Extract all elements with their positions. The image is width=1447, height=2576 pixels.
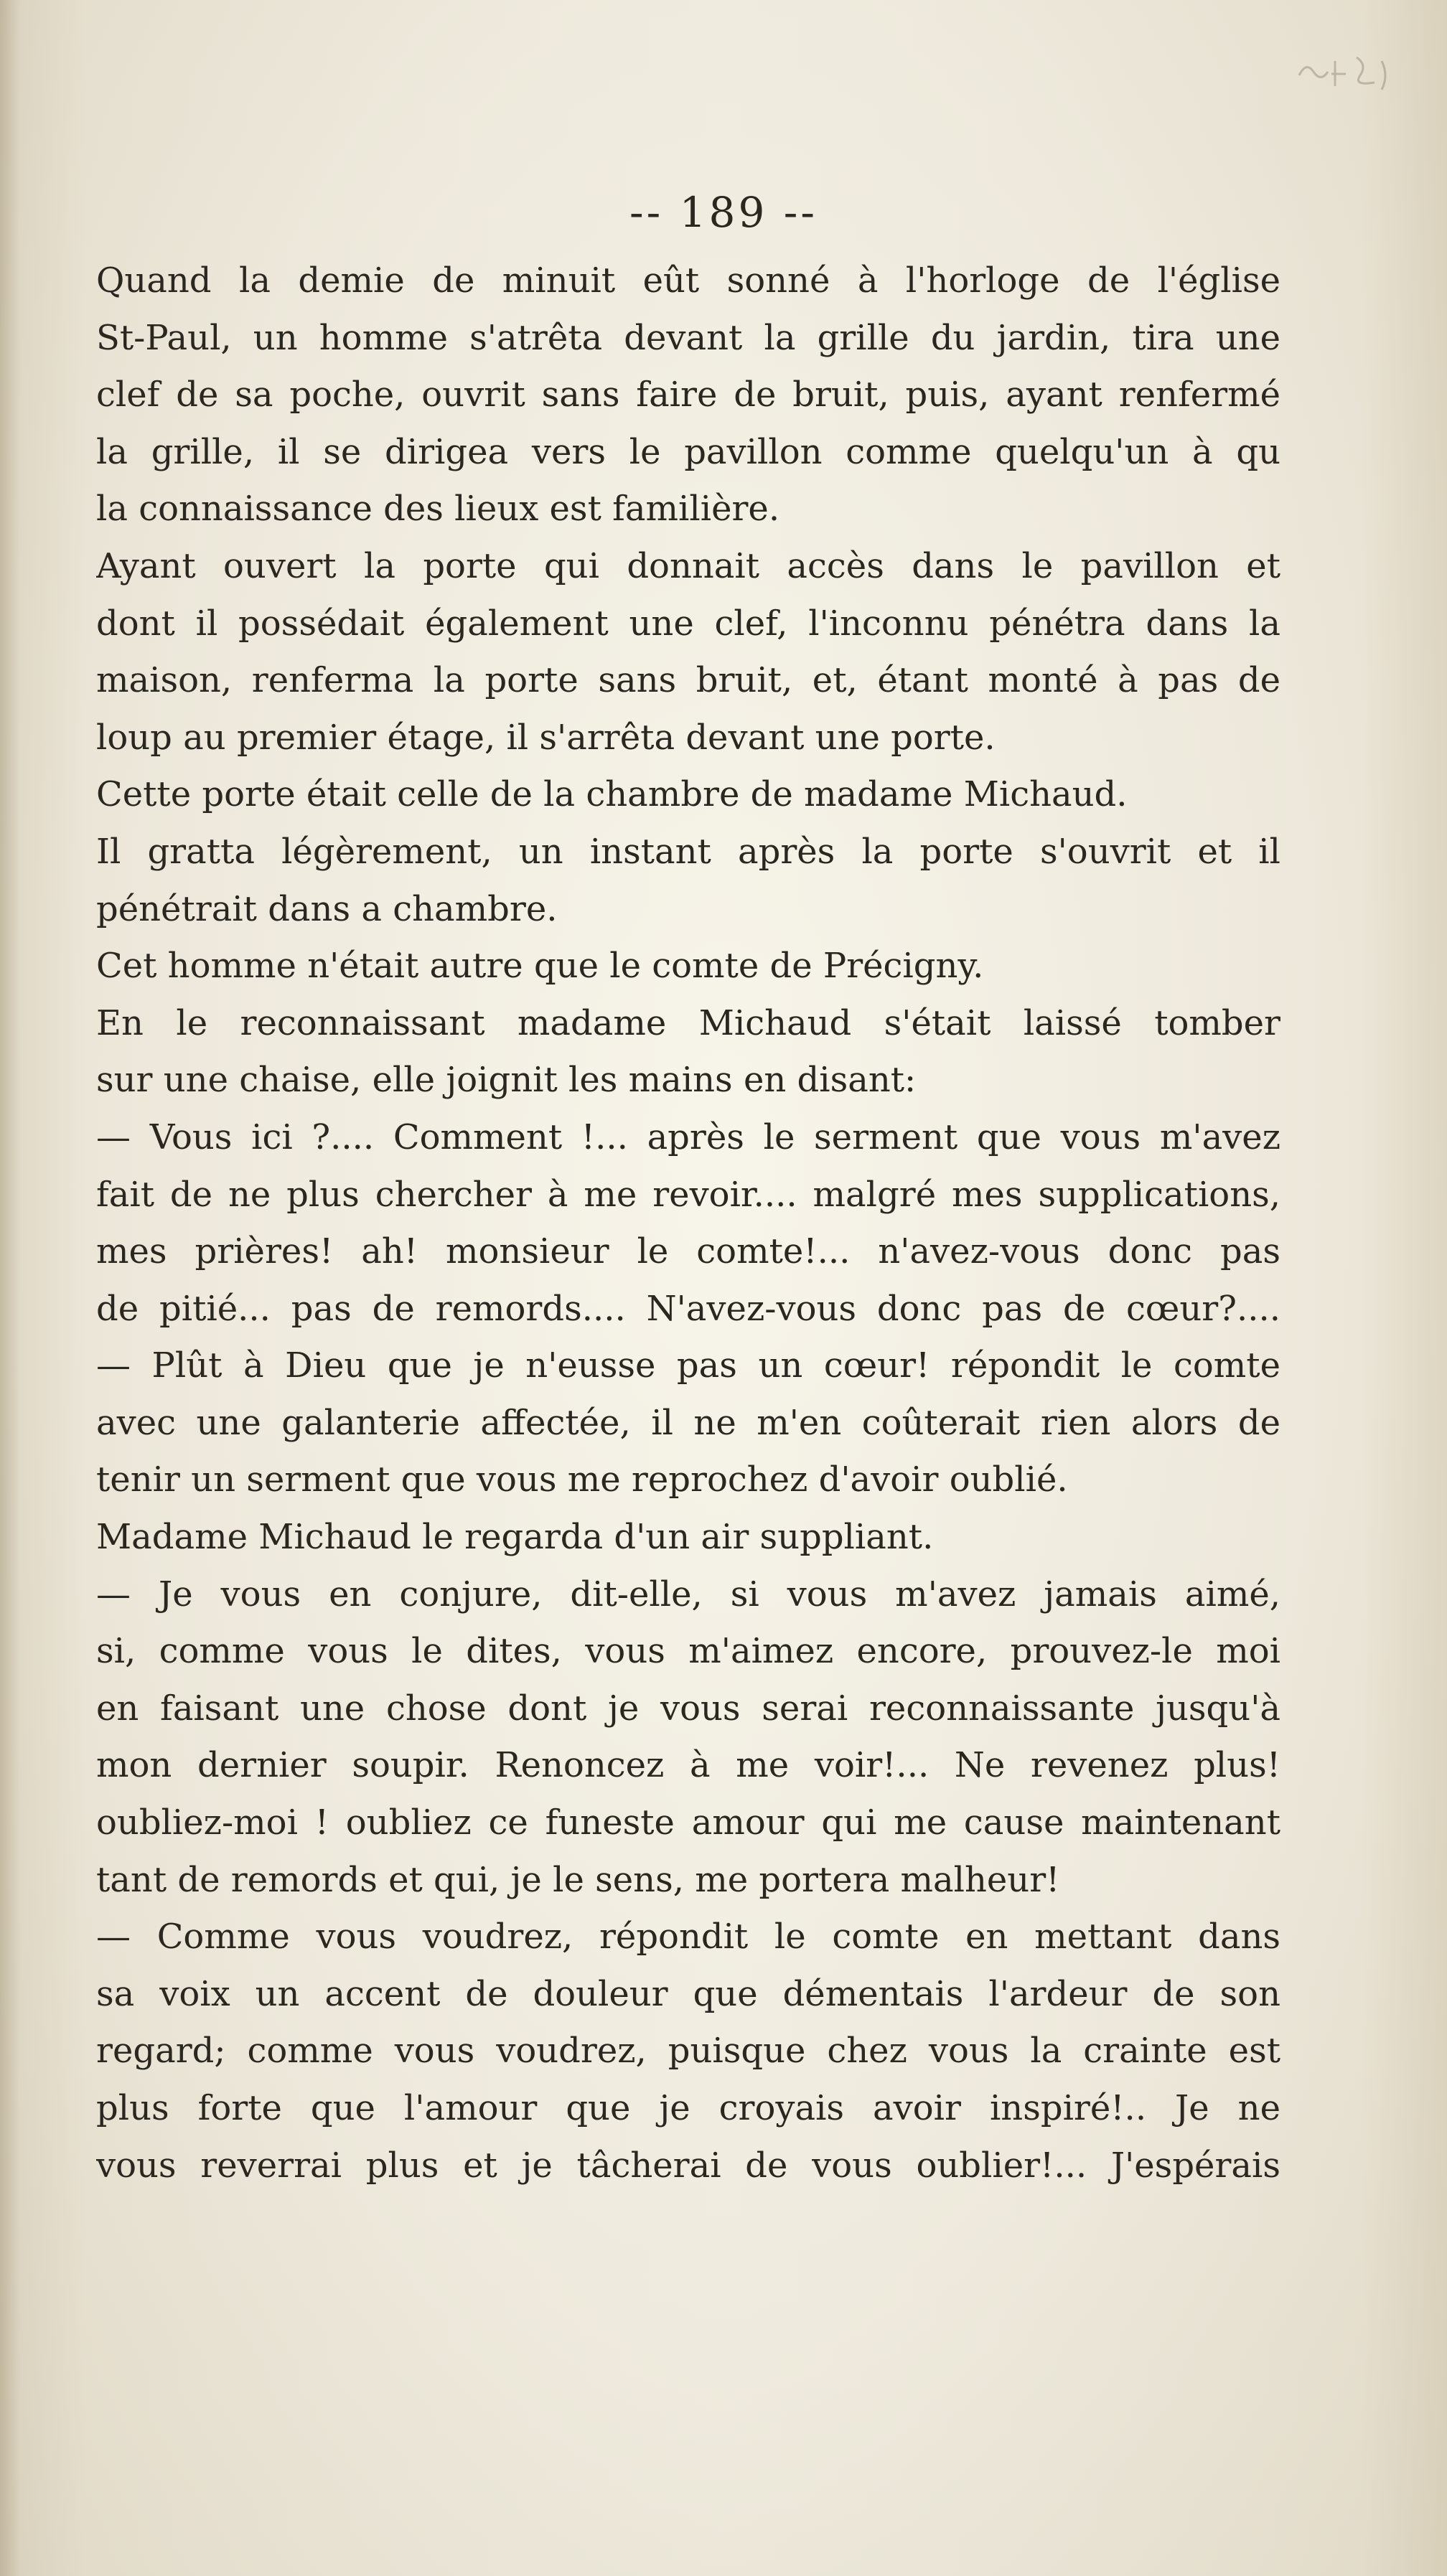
text-line: la grille, il se dirigea vers le pavillon comme quelqu'un à qu: [96, 431, 1280, 472]
text-line: vous reverrai plus et je tâcherai de vous oublier!... J'espérais: [96, 2145, 1280, 2186]
text-line: Il gratta légèrement, un instant après la porte s'ouvrit et il: [96, 831, 1280, 872]
body-text: [96, 253, 1280, 2194]
pencil-annotation-mark: [1292, 39, 1400, 104]
text-line: en faisant une chose dont je vous serai reconnaissante jusqu'à: [96, 1688, 1280, 1729]
text-line: — Comme vous voudrez, répondit le comte en mettant dans: [96, 1917, 1280, 1957]
text-line: sur une chaise, elle joignit les mains en disant:: [96, 1060, 917, 1101]
page-number: -- 189 --: [629, 188, 818, 237]
text-line: mes prières! ah! monsieur le comte!... n'avez-vous donc pas: [96, 1231, 1280, 1272]
text-line: tenir un serment que vous me reprochez d'avoir oublié.: [96, 1459, 1068, 1500]
text-line: tant de remords et qui, je le sens, me portera malheur!: [96, 1859, 1060, 1900]
text-line: fait de ne plus chercher à me revoir.... malgré mes supplications,: [96, 1174, 1280, 1215]
text-line: de pitié... pas de remords.... N'avez-vous donc pas de cœur?....: [96, 1288, 1280, 1329]
text-line: Madame Michaud le regarda d'un air suppliant.: [96, 1517, 934, 1558]
text-line: regard; comme vous voudrez, puisque chez vous la crainte est: [96, 2031, 1280, 2072]
text-line: En le reconnaissant madame Michaud s'était laissé tomber: [96, 1002, 1280, 1043]
text-line: — Plût à Dieu que je n'eusse pas un cœur! répondit le comte: [96, 1345, 1280, 1386]
text-line: — Vous ici ?.... Comment !... après le serment que vous m'avez: [96, 1117, 1280, 1157]
text-line: clef de sa poche, ouvrit sans faire de bruit, puis, ayant renfermé: [96, 375, 1280, 415]
text-line: Ayant ouvert la porte qui donnait accès dans le pavillon et: [96, 545, 1280, 586]
text-line: dont il possédait également une clef, l'inconnu pénétra dans la: [96, 603, 1280, 644]
text-line: — Je vous en conjure, dit-elle, si vous m'avez jamais aimé,: [96, 1574, 1280, 1614]
text-line: plus forte que l'amour que je croyais avoir inspiré!.. Je ne: [96, 2088, 1280, 2128]
text-line: la connaissance des lieux est familière.: [96, 489, 780, 530]
text-line: loup au premier étage, il s'arrêta devant une porte.: [96, 717, 996, 758]
text-line: mon dernier soupir. Renoncez à me voir!... Ne revenez plus!: [96, 1745, 1280, 1786]
text-line: Quand la demie de minuit eût sonné à l'horloge de l'église: [96, 260, 1280, 301]
page-binding-shadow: [0, 0, 20, 2576]
text-line: pénétrait dans a chambre.: [96, 888, 558, 929]
text-line: sa voix un accent de douleur que démentais l'ardeur de son: [96, 1973, 1280, 2014]
text-line: oubliez-moi ! oubliez ce funeste amour qui me cause maintenant: [96, 1802, 1280, 1843]
text-line: si, comme vous le dites, vous m'aimez encore, prouvez-le moi: [96, 1631, 1280, 1672]
text-line: Cet homme n'était autre que le comte de Précigny.: [96, 946, 984, 987]
text-line: avec une galanterie affectée, il ne m'en coûterait rien alors de: [96, 1402, 1280, 1443]
text-line: St-Paul, un homme s'atrêta devant la grille du jardin, tira une: [96, 317, 1280, 358]
text-line: Cette porte était celle de la chambre de madame Michaud.: [96, 774, 1128, 815]
text-line: maison, renferma la porte sans bruit, et, étant monté à pas de: [96, 660, 1280, 701]
